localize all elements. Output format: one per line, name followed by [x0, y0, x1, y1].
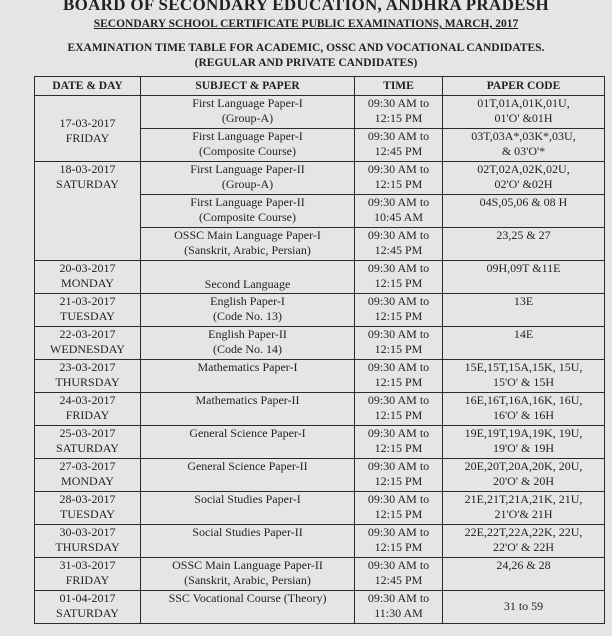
- time-end: 12:15 PM: [374, 375, 423, 389]
- time-cell: [355, 558, 443, 591]
- code-line: 19'O' & 19H: [493, 441, 554, 455]
- date-text: 20-03-2017: [59, 261, 116, 275]
- subject-cell: [141, 591, 355, 624]
- code-line: 13E: [513, 294, 534, 308]
- subject-sub-line: (Sanskrit, Arabic, Persian): [184, 573, 311, 587]
- date-text: 17-03-2017: [59, 116, 116, 130]
- table-row: [35, 393, 605, 426]
- subject-cell: [141, 162, 355, 195]
- subject-cell: [141, 525, 355, 558]
- date-text: 23-03-2017: [59, 360, 116, 374]
- table-row: [35, 162, 605, 195]
- time-end: 12:15 PM: [374, 177, 423, 191]
- time-end: 12:45 PM: [374, 243, 423, 257]
- subject-cell: [141, 393, 355, 426]
- time-end: 12:15 PM: [374, 441, 423, 455]
- table-row: [35, 558, 605, 591]
- subject-line: First Language Paper-II: [190, 162, 305, 176]
- subject-sub-line: (Sanskrit, Arabic, Persian): [184, 243, 311, 257]
- table-row: [35, 426, 605, 459]
- time-start: 09:30 AM to: [367, 162, 430, 176]
- code-line: 02'O' &02H: [494, 177, 553, 191]
- subject-line: English Paper-II: [208, 327, 287, 341]
- time-cell: [355, 360, 443, 393]
- time-start: 09:30 AM to: [367, 261, 430, 275]
- subject-cell: [141, 261, 355, 294]
- subject-line: OSSC Main Language Paper-II: [172, 558, 323, 572]
- table-row: [35, 327, 605, 360]
- table-row: [35, 360, 605, 393]
- subject-line: General Science Paper-II: [187, 459, 308, 473]
- subject-sub-line: (Group-A): [221, 111, 274, 125]
- table-row: [35, 492, 605, 525]
- timetable-table: [34, 76, 605, 624]
- code-cell: [443, 525, 605, 558]
- day-text: MONDAY: [61, 474, 114, 488]
- time-start: 09:30 AM to: [367, 195, 430, 209]
- code-line: 22E,22T,22A,22K, 22U,: [464, 525, 583, 539]
- code-cell: [443, 294, 605, 327]
- time-cell: [355, 294, 443, 327]
- subject-cell: [141, 195, 355, 228]
- time-cell: [355, 129, 443, 162]
- day-text: THURSDAY: [55, 375, 120, 389]
- column-header-subject: SUBJECT & PAPER: [141, 77, 355, 96]
- subject-line: General Science Paper-I: [189, 426, 306, 440]
- date-text: 21-03-2017: [59, 294, 116, 308]
- board-title: BOARD OF SECONDARY EDUCATION, ANDHRA PRADESH: [62, 0, 550, 14]
- code-line: 24,26 & 28: [496, 558, 551, 572]
- day-text: SATURDAY: [56, 441, 119, 455]
- column-header-code: PAPER CODE: [443, 77, 605, 96]
- subject-line: First Language Paper-I: [192, 96, 303, 110]
- code-cell: [443, 393, 605, 426]
- date-cell: [35, 327, 141, 360]
- code-cell: [443, 96, 605, 129]
- time-cell: [355, 459, 443, 492]
- subject-cell: [141, 459, 355, 492]
- code-line: & 03'O'*: [501, 144, 546, 158]
- subject-line: Social Studies Paper-I: [194, 492, 301, 506]
- time-cell: [355, 96, 443, 129]
- day-text: TUESDAY: [60, 507, 115, 521]
- code-line: 19E,19T,19A,19K, 19U,: [464, 426, 583, 440]
- code-line: 01'O' &01H: [494, 111, 553, 125]
- date-text: 24-03-2017: [59, 393, 116, 407]
- subject-line: First Language Paper-II: [190, 195, 305, 209]
- code-cell: [443, 360, 605, 393]
- day-text: WEDNESDAY: [50, 342, 125, 356]
- table-row: [35, 459, 605, 492]
- timetable-heading: EXAMINATION TIME TABLE FOR ACADEMIC, OSSC AND VOCATIONAL CANDIDATES.: [67, 42, 545, 54]
- date-cell: [35, 360, 141, 393]
- time-start: 09:30 AM to: [367, 459, 430, 473]
- table-row: [35, 261, 605, 294]
- time-cell: [355, 162, 443, 195]
- code-line: 23,25 & 27: [496, 228, 551, 242]
- code-line: 21'O'& 21H: [494, 507, 553, 521]
- time-end: 12:15 PM: [374, 276, 423, 290]
- subject-cell: [141, 327, 355, 360]
- time-end: 10:45 AM: [373, 210, 423, 224]
- day-text: FRIDAY: [65, 408, 110, 422]
- time-start: 09:30 AM to: [367, 96, 430, 110]
- day-text: MONDAY: [61, 276, 114, 290]
- date-cell: [35, 426, 141, 459]
- time-end: 12:15 PM: [374, 408, 423, 422]
- time-end: 12:15 PM: [374, 507, 423, 521]
- table-header-row: [35, 77, 605, 96]
- code-line: 15E,15T,15A,15K, 15U,: [464, 360, 583, 374]
- subject-line: Second Language: [204, 277, 291, 291]
- code-line: 04S,05,06 & 08 H: [479, 195, 568, 209]
- time-cell: [355, 195, 443, 228]
- time-cell: [355, 228, 443, 261]
- day-text: TUESDAY: [60, 309, 115, 323]
- code-line: 03T,03A*,03K*,03U,: [471, 129, 576, 143]
- time-end: 12:45 PM: [374, 144, 423, 158]
- day-text: FRIDAY: [65, 131, 110, 145]
- date-cell: [35, 294, 141, 327]
- column-header-date: DATE & DAY: [35, 77, 141, 96]
- subject-sub-line: (Code No. 14): [213, 342, 282, 356]
- time-start: 09:30 AM to: [367, 294, 430, 308]
- time-cell: [355, 261, 443, 294]
- time-start: 09:30 AM to: [367, 327, 430, 341]
- date-cell: [35, 492, 141, 525]
- code-line: 01T,01A,01K,01U,: [477, 96, 570, 110]
- code-line: 20E,20T,20A,20K, 20U,: [464, 459, 583, 473]
- code-line: 14E: [513, 327, 534, 341]
- subject-cell: [141, 129, 355, 162]
- time-start: 09:30 AM to: [367, 228, 430, 242]
- time-start: 09:30 AM to: [367, 591, 430, 605]
- subject-sub-line: (Code No. 13): [213, 309, 282, 323]
- subject-cell: [141, 558, 355, 591]
- code-line: 20'O' & 20H: [493, 474, 554, 488]
- code-cell: [443, 228, 605, 261]
- code-cell: [443, 459, 605, 492]
- subject-line: First Language Paper-I: [192, 129, 303, 143]
- candidates-heading: (REGULAR AND PRIVATE CANDIDATES): [194, 57, 418, 69]
- code-cell: [443, 558, 605, 591]
- code-line: 21E,21T,21A,21K, 21U,: [464, 492, 583, 506]
- code-cell: [443, 195, 605, 228]
- time-start: 09:30 AM to: [367, 426, 430, 440]
- time-start: 09:30 AM to: [367, 360, 430, 374]
- table-row: [35, 525, 605, 558]
- time-start: 09:30 AM to: [367, 129, 430, 143]
- exam-subtitle: SECONDARY SCHOOL CERTIFICATE PUBLIC EXAMINATIONS, MARCH, 2017: [93, 18, 519, 30]
- time-cell: [355, 525, 443, 558]
- subject-line: SSC Vocational Course (Theory): [168, 591, 327, 605]
- subject-cell: [141, 426, 355, 459]
- time-cell: [355, 591, 443, 624]
- date-cell: [35, 525, 141, 558]
- subject-sub-line: (Composite Course): [199, 210, 296, 224]
- time-end: 12:15 PM: [374, 474, 423, 488]
- day-text: SATURDAY: [56, 177, 119, 191]
- subject-sub-line: (Group-A): [221, 177, 274, 191]
- subject-cell: [141, 492, 355, 525]
- time-start: 09:30 AM to: [367, 393, 430, 407]
- time-cell: [355, 426, 443, 459]
- date-text: 31-03-2017: [59, 558, 116, 572]
- subject-line: Mathematics Paper-I: [197, 360, 298, 374]
- date-cell: [35, 558, 141, 591]
- code-line: 22'O' & 22H: [493, 540, 554, 554]
- code-line: 02T,02A,02K,02U,: [477, 162, 570, 176]
- time-end: 12:45 PM: [374, 573, 423, 587]
- table-row: [35, 96, 605, 129]
- subject-cell: [141, 228, 355, 261]
- subject-sub-line: (Composite Course): [199, 144, 296, 158]
- time-cell: [355, 492, 443, 525]
- code-cell: [443, 327, 605, 360]
- date-cell: [35, 96, 141, 162]
- subject-cell: [141, 360, 355, 393]
- time-end: 12:15 PM: [374, 111, 423, 125]
- subject-cell: [141, 294, 355, 327]
- subject-line: OSSC Main Language Paper-I: [174, 228, 321, 242]
- date-text: 22-03-2017: [59, 327, 116, 341]
- code-cell: [443, 492, 605, 525]
- code-cell: [443, 426, 605, 459]
- code-line: 16'O' & 16H: [493, 408, 554, 422]
- table-row: [35, 591, 605, 624]
- date-text: 18-03-2017: [59, 162, 116, 176]
- date-text: 30-03-2017: [59, 525, 116, 539]
- code-cell: [443, 129, 605, 162]
- time-start: 09:30 AM to: [367, 525, 430, 539]
- time-end: 12:15 PM: [374, 309, 423, 323]
- subject-cell: [141, 96, 355, 129]
- subject-line: English Paper-I: [210, 294, 285, 308]
- time-start: 09:30 AM to: [367, 558, 430, 572]
- date-text: 28-03-2017: [59, 492, 116, 506]
- date-text: 25-03-2017: [59, 426, 116, 440]
- subject-line: Social Studies Paper-II: [192, 525, 303, 539]
- code-cell: [443, 591, 605, 624]
- date-cell: [35, 459, 141, 492]
- code-line: 09H,09T &11E: [486, 261, 561, 275]
- code-cell: [443, 162, 605, 195]
- time-cell: [355, 327, 443, 360]
- time-end: 11:30 AM: [374, 606, 423, 620]
- code-line: 16E,16T,16A,16K, 16U,: [464, 393, 583, 407]
- date-cell: [35, 393, 141, 426]
- date-text: 27-03-2017: [59, 459, 116, 473]
- date-cell: [35, 261, 141, 294]
- day-text: FRIDAY: [65, 573, 110, 587]
- time-end: 12:15 PM: [374, 540, 423, 554]
- code-line: 15'O' & 15H: [493, 375, 554, 389]
- date-cell: [35, 591, 141, 624]
- day-text: SATURDAY: [56, 606, 119, 620]
- table-row: [35, 294, 605, 327]
- date-cell: [35, 162, 141, 261]
- code-line: 31 to 59: [503, 599, 544, 613]
- time-start: 09:30 AM to: [367, 492, 430, 506]
- code-cell: [443, 261, 605, 294]
- time-cell: [355, 393, 443, 426]
- day-text: THURSDAY: [55, 540, 120, 554]
- subject-line: Mathematics Paper-II: [195, 393, 300, 407]
- column-header-time: TIME: [355, 77, 443, 96]
- time-end: 12:15 PM: [374, 342, 423, 356]
- date-text: 01-04-2017: [59, 591, 116, 605]
